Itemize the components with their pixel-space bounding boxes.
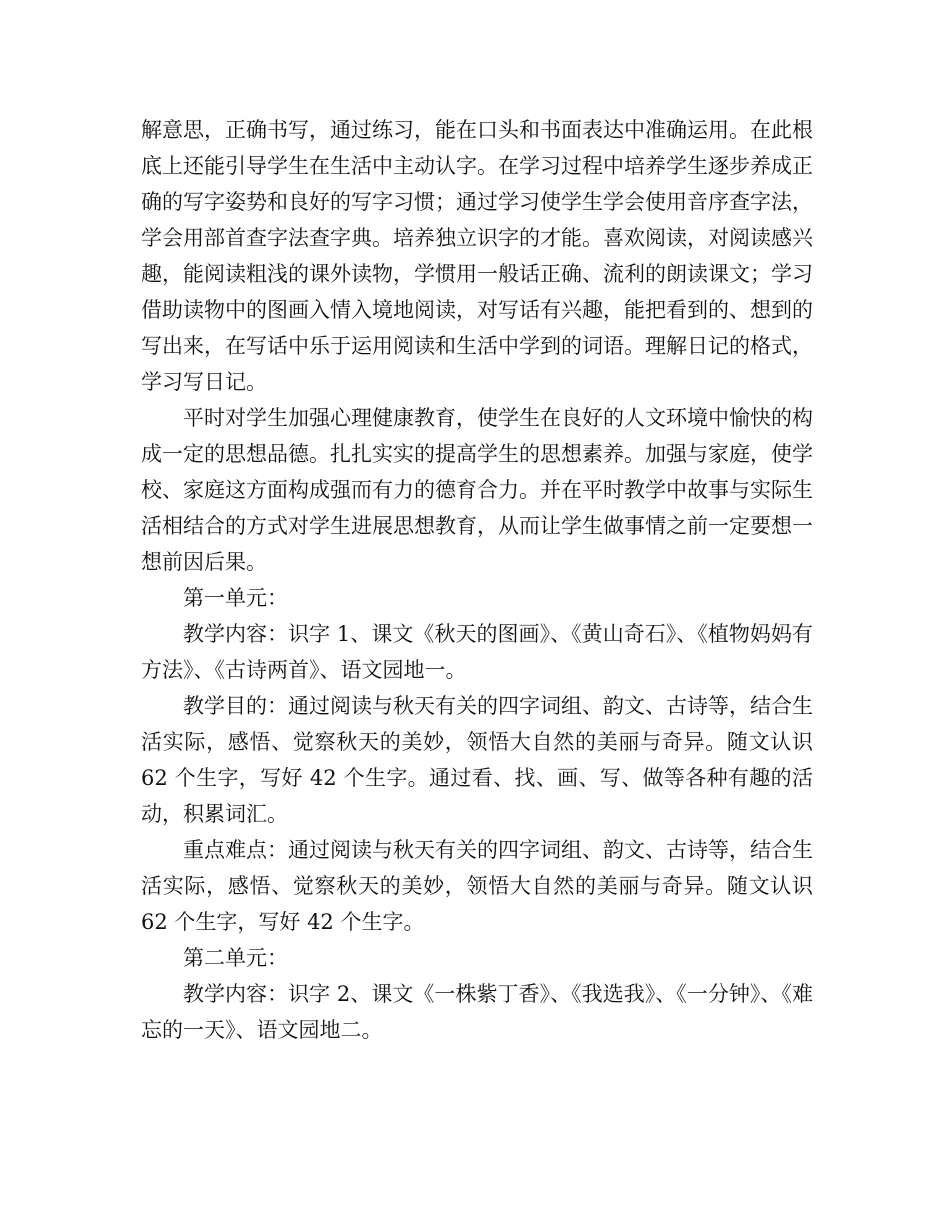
unit-two-content: 教学内容：识字 2、课文《一株紫丁香》、《我选我》、《一分钟》、《难忘的一天》、语文园地二。 [141, 982, 813, 1042]
unit-two-heading: 第二单元： [183, 946, 288, 970]
unit-one-key-points: 重点难点：通过阅读与秋天有关的四字词组、韵文、古诗等，结合生活实际，感悟、觉察秋天的美妙，领悟大自然的美丽与奇异。随文认识 62 个生字，写好 42 个生字。 [141, 838, 813, 934]
unit-one-content: 教学内容：识字 1、课文《秋天的图画》、《黄山奇石》、《植物妈妈有方法》、《古诗两首》、语文园地一。 [141, 622, 813, 682]
paragraph-continuation: 解意思，正确书写，通过练习，能在口头和书面表达中准确运用。在此根底上还能引导学生在生活中主动认字。在学习过程中培养学生逐步养成正确的写字姿势和良好的写字习惯；通过学习使学生学会使用音序查字法，学会用部首查字法查字典。培养独立识字的才能。喜欢阅读，对阅读感兴趣，能阅读粗浅的课外读物，学惯用一般话正确、流利的朗读课文；学习借助读物中的图画入情入境地阅读，对写话有兴趣，能把看到的、想到的写出来，在写话中乐于运用阅读和生活中学到的词语。理解日记的格式，学习写日记。 [141, 118, 813, 394]
paragraph-moral-education: 平时对学生加强心理健康教育，使学生在良好的人文环境中愉快的构成一定的思想品德。扎扎实实的提高学生的思想素养。加强与家庭，使学校、家庭这方面构成强而有力的德育合力。并在平时教学中故事与实际生活相结合的方式对学生进展思想教育，从而让学生做事情之前一定要想一想前因后果。 [141, 406, 813, 574]
unit-one-goals: 教学目的：通过阅读与秋天有关的四字词组、韵文、古诗等，结合生活实际，感悟、觉察秋天的美妙，领悟大自然的美丽与奇异。随文认识 62 个生字，写好 42 个生字。通过看、找、画、写、做等各种有趣的活动，积累词汇。 [141, 694, 813, 826]
unit-one-heading: 第一单元： [183, 586, 288, 610]
document-body [141, 112, 813, 1048]
